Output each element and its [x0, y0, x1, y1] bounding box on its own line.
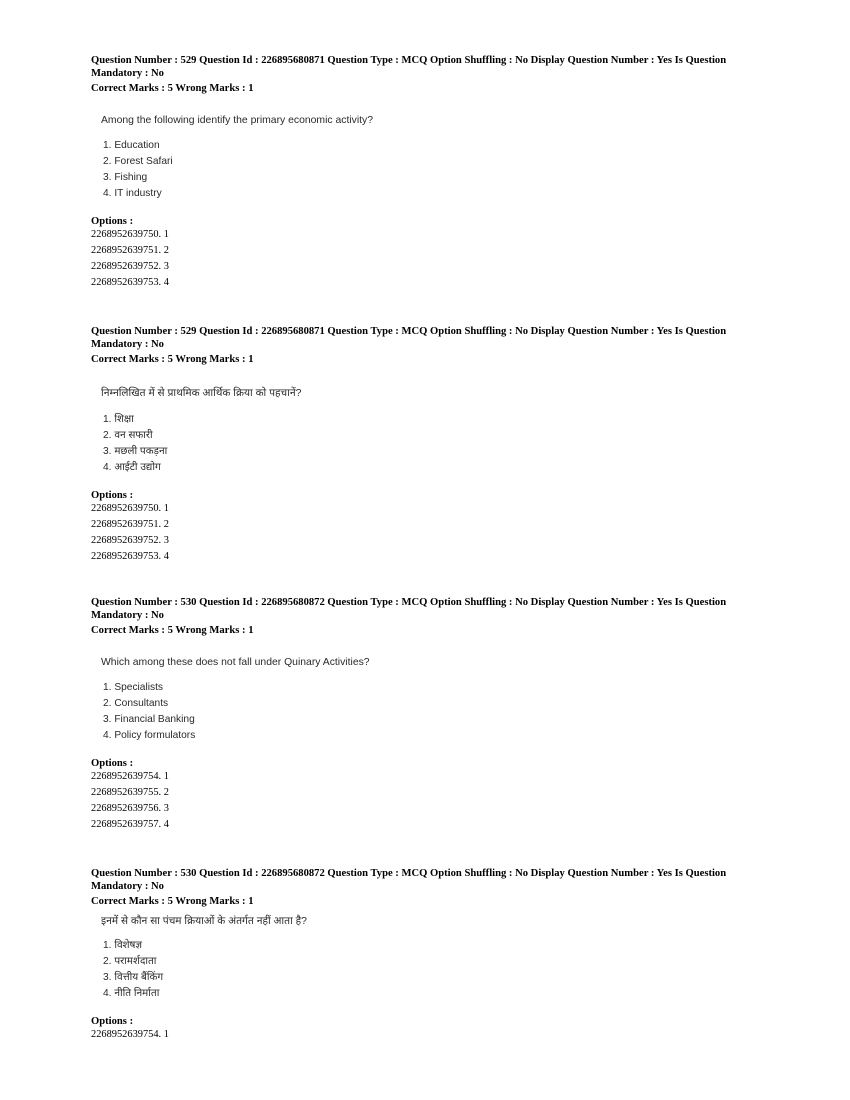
question-marks-line: Correct Marks : 5 Wrong Marks : 1: [91, 83, 254, 94]
option-id-row: 2268952639753. 4: [91, 277, 169, 288]
answer-choice: 3. मछली पकड़ना: [103, 446, 168, 457]
answer-choice: 3. वित्तीय बैंकिंग: [103, 972, 164, 983]
question-block: [91, 54, 771, 291]
question-header: [91, 54, 771, 95]
question-text: Which among these does not fall under Quinary Activities?: [101, 657, 370, 668]
question-header: [91, 867, 771, 908]
question-header: [91, 596, 771, 637]
option-id-row: 2268952639752. 3: [91, 535, 169, 546]
answer-choice: 2. Consultants: [103, 698, 169, 709]
answer-choices: [103, 138, 771, 202]
answer-choice: 4. नीति निर्माता: [103, 988, 160, 999]
options-label: Options :: [91, 1016, 134, 1027]
question-mandatory-line: Mandatory : No: [91, 68, 164, 79]
answer-choices: [103, 412, 771, 476]
option-id-list: [91, 769, 771, 833]
option-id-row: 2268952639751. 2: [91, 519, 169, 530]
answer-choice: 3. Fishing: [103, 172, 148, 183]
answer-choice: 3. Financial Banking: [103, 714, 195, 725]
question-marks-line: Correct Marks : 5 Wrong Marks : 1: [91, 625, 254, 636]
option-id-row: 2268952639751. 2: [91, 245, 169, 256]
question-block: [91, 596, 771, 833]
question-mandatory-line: Mandatory : No: [91, 881, 164, 892]
option-id-list: [91, 227, 771, 291]
question-header: [91, 325, 771, 366]
question-marks-line: Correct Marks : 5 Wrong Marks : 1: [91, 896, 254, 907]
question-text: निम्नलिखित में से प्राथमिक आर्थिक क्रिया को पहचानें?: [101, 388, 302, 399]
question-marks-line: Correct Marks : 5 Wrong Marks : 1: [91, 354, 254, 365]
option-id-row: 2268952639756. 3: [91, 803, 169, 814]
option-id-row: 2268952639754. 1: [91, 771, 169, 782]
option-id-row: 2268952639750. 1: [91, 229, 169, 240]
answer-choice: 1. विशेषज्ञ: [103, 940, 142, 951]
answer-choice: 1. Education: [103, 140, 160, 151]
option-id-row: 2268952639757. 4: [91, 819, 169, 830]
answer-choices: [103, 680, 771, 744]
answer-choices: [103, 938, 771, 1002]
options-label: Options :: [91, 216, 134, 227]
question-meta-line: Question Number : 529 Question Id : 226895680871 Question Type : MCQ Option Shuffling : No Display Question Number : Yes Is Question: [91, 55, 727, 66]
answer-choice: 4. आईटी उद्योग: [103, 462, 161, 473]
option-id-row: 2268952639755. 2: [91, 787, 169, 798]
options-label: Options :: [91, 758, 134, 769]
option-id-list: [91, 1027, 771, 1043]
options-label: Options :: [91, 490, 134, 501]
question-meta-line: Question Number : 530 Question Id : 226895680872 Question Type : MCQ Option Shuffling : No Display Question Number : Yes Is Question: [91, 597, 727, 608]
question-meta-line: Question Number : 530 Question Id : 226895680872 Question Type : MCQ Option Shuffling : No Display Question Number : Yes Is Question: [91, 868, 727, 879]
option-id-row: 2268952639750. 1: [91, 503, 169, 514]
option-id-list: [91, 501, 771, 565]
question-text: Among the following identify the primary economic activity?: [101, 115, 374, 126]
answer-choice: 2. परामर्शदाता: [103, 956, 157, 967]
question-meta-line: Question Number : 529 Question Id : 226895680871 Question Type : MCQ Option Shuffling : No Display Question Number : Yes Is Question: [91, 326, 727, 337]
question-block: [91, 867, 771, 1043]
option-id-row: 2268952639753. 4: [91, 551, 169, 562]
question-text: इनमें से कौन सा पंचम क्रियाओं के अंतर्गत नहीं आता है?: [101, 916, 307, 927]
option-id-row: 2268952639754. 1: [91, 1029, 169, 1040]
question-mandatory-line: Mandatory : No: [91, 339, 164, 350]
answer-choice: 1. शिक्षा: [103, 414, 134, 425]
answer-choice: 2. Forest Safari: [103, 156, 173, 167]
answer-choice: 1. Specialists: [103, 682, 164, 693]
answer-choice: 2. वन सफारी: [103, 430, 153, 441]
option-id-row: 2268952639752. 3: [91, 261, 169, 272]
answer-choice: 4. IT industry: [103, 188, 162, 199]
question-mandatory-line: Mandatory : No: [91, 610, 164, 621]
answer-choice: 4. Policy formulators: [103, 730, 196, 741]
question-block: [91, 325, 771, 565]
